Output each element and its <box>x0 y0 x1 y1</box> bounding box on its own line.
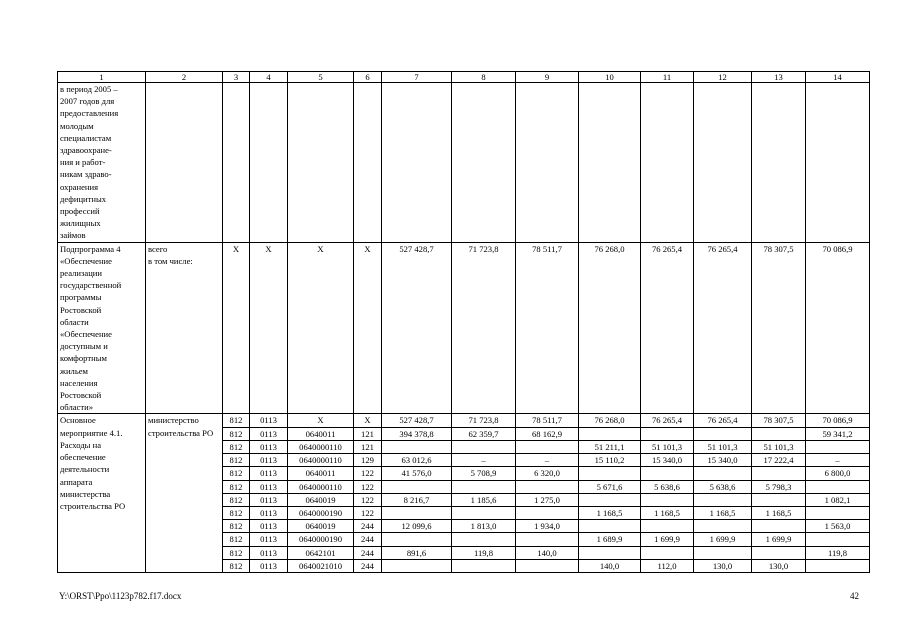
cell-code: 0113 <box>250 480 288 493</box>
cell-value: 527 428,7 <box>382 414 452 427</box>
column-number-row <box>58 72 870 83</box>
column-number: 14 <box>806 72 870 83</box>
cell-value: 5 798,3 <box>752 480 806 493</box>
cell-code: 812 <box>223 520 250 533</box>
cell-value: 71 723,8 <box>452 242 516 414</box>
cell-value: 51 101,3 <box>641 440 694 453</box>
cell-value: 130,0 <box>752 559 806 572</box>
cell-value: 112,0 <box>641 559 694 572</box>
cell-value <box>382 506 452 519</box>
cell-code: 0640000190 <box>288 533 354 546</box>
cell-code: Х <box>354 414 382 427</box>
cell-value <box>641 546 694 559</box>
cell-value <box>806 533 870 546</box>
column-number: 9 <box>516 72 579 83</box>
cell-code: 812 <box>223 454 250 467</box>
cell-value: 76 268,0 <box>579 414 641 427</box>
cell-code: 0640000110 <box>288 480 354 493</box>
cell-code: 121 <box>354 427 382 440</box>
cell-code: 0113 <box>250 440 288 453</box>
cell-code: 812 <box>223 559 250 572</box>
cell-value: 1 185,6 <box>452 493 516 506</box>
cell-code: 0113 <box>250 467 288 480</box>
cell-value: 5 638,6 <box>694 480 752 493</box>
cell-value: 15 340,0 <box>694 454 752 467</box>
table-row <box>58 414 870 427</box>
cell-value: – <box>516 454 579 467</box>
cell-code: 122 <box>354 506 382 519</box>
cell-value: 76 265,4 <box>641 242 694 414</box>
cell-value: 527 428,7 <box>382 242 452 414</box>
cell-code: 0113 <box>250 493 288 506</box>
cell-value <box>452 480 516 493</box>
cell-code: 0640019 <box>288 520 354 533</box>
cell-code: Х <box>288 414 354 427</box>
cell-value: 17 222,4 <box>752 454 806 467</box>
cell-code: 812 <box>223 546 250 559</box>
file-path: Y:\ORST\Ppo\1123p782.f17.docx <box>59 591 182 601</box>
activity-title: Основное мероприятие 4.1. Расходы на обеспечение деятельности аппарата министерства строительства РО <box>58 414 146 572</box>
cell-code: 122 <box>354 467 382 480</box>
cell-code: 0640000110 <box>288 454 354 467</box>
cell-code: 0640011 <box>288 427 354 440</box>
column-number: 10 <box>579 72 641 83</box>
cell-value <box>579 427 641 440</box>
executor-name: министерство строительства РО <box>146 414 223 572</box>
cell-value: 1 689,9 <box>579 533 641 546</box>
cell-value: 51 101,3 <box>694 440 752 453</box>
cell-vr: Х <box>354 242 382 414</box>
cell-code: 0113 <box>250 454 288 467</box>
cell-value <box>516 506 579 519</box>
cell-code: 0113 <box>250 506 288 519</box>
cell-code: 812 <box>223 493 250 506</box>
cell-value: 1 168,5 <box>579 506 641 519</box>
cell-value: 1 699,9 <box>641 533 694 546</box>
cell-value <box>382 480 452 493</box>
cell-code: 812 <box>223 467 250 480</box>
cell-value: 51 211,1 <box>579 440 641 453</box>
cell-value: 59 341,2 <box>806 427 870 440</box>
cell-value <box>694 546 752 559</box>
cell-code: 812 <box>223 427 250 440</box>
cell-value: 5 671,6 <box>579 480 641 493</box>
cell-value: 140,0 <box>516 546 579 559</box>
cell-value <box>752 467 806 480</box>
cell-value <box>641 493 694 506</box>
cell-code: 0640000190 <box>288 506 354 519</box>
cell-value <box>641 467 694 480</box>
cell-value <box>452 506 516 519</box>
cell-value <box>382 533 452 546</box>
cell-value <box>452 559 516 572</box>
cell-value: 6 320,0 <box>516 467 579 480</box>
cell-value: 1 168,5 <box>752 506 806 519</box>
cell-code: 244 <box>354 533 382 546</box>
cell-code: 122 <box>354 480 382 493</box>
cell-value <box>694 427 752 440</box>
cell-code: 812 <box>223 480 250 493</box>
column-number: 7 <box>382 72 452 83</box>
cell-value <box>752 427 806 440</box>
cell-value <box>752 546 806 559</box>
column-number: 4 <box>250 72 288 83</box>
cell-code: 0113 <box>250 427 288 440</box>
cell-code: 129 <box>354 454 382 467</box>
cell-value: 78 307,5 <box>752 414 806 427</box>
cell-value: 130,0 <box>694 559 752 572</box>
cell-code: 0113 <box>250 520 288 533</box>
cell-code: 244 <box>354 546 382 559</box>
cell-value: 1 168,5 <box>694 506 752 519</box>
column-number: 2 <box>146 72 223 83</box>
cell-code: 812 <box>223 506 250 519</box>
column-number: 1 <box>58 72 146 83</box>
cell-value: 63 012,6 <box>382 454 452 467</box>
cell-rzpr: Х <box>250 242 288 414</box>
cell-value: 78 307,5 <box>752 242 806 414</box>
cell-code: 0113 <box>250 414 288 427</box>
cell-code: 0113 <box>250 533 288 546</box>
cell-code: 0640019 <box>288 493 354 506</box>
cell-value <box>516 480 579 493</box>
cell-value: 76 265,4 <box>694 242 752 414</box>
cell-value <box>579 520 641 533</box>
cell-value <box>516 533 579 546</box>
cell-code: 0640000110 <box>288 440 354 453</box>
column-number: 8 <box>452 72 516 83</box>
cell-value: 8 216,7 <box>382 493 452 506</box>
cell-value <box>516 440 579 453</box>
column-number: 6 <box>354 72 382 83</box>
cell-code: 0640011 <box>288 467 354 480</box>
row-description: в период 2005 – 2007 годов для предоставления молодым специалистам здравоохране- ния и работ- никам здраво- охранения дефицитных профессий жилищных займов <box>58 83 146 243</box>
cell-value <box>452 440 516 453</box>
cell-value <box>752 520 806 533</box>
cell-code: 0642101 <box>288 546 354 559</box>
cell-code: 0113 <box>250 546 288 559</box>
cell-value <box>806 440 870 453</box>
cell-value: 119,8 <box>452 546 516 559</box>
column-number: 13 <box>752 72 806 83</box>
cell-value <box>694 467 752 480</box>
cell-value <box>452 533 516 546</box>
cell-value: 78 511,7 <box>516 242 579 414</box>
cell-value: 119,8 <box>806 546 870 559</box>
column-number: 12 <box>694 72 752 83</box>
cell-value <box>516 559 579 572</box>
cell-value: 1 275,0 <box>516 493 579 506</box>
cell-value: 1 699,9 <box>694 533 752 546</box>
column-number: 3 <box>223 72 250 83</box>
cell-value: 76 265,4 <box>694 414 752 427</box>
table-row-subprogram-4 <box>58 242 870 414</box>
cell-value: 1 563,0 <box>806 520 870 533</box>
cell-csr: Х <box>288 242 354 414</box>
cell-code: 244 <box>354 520 382 533</box>
cell-value: – <box>452 454 516 467</box>
subprogram-title: Подпрограмма 4 «Обеспечение реализации государственной программы Ростовской области «Обеспечение доступным и комфортным жильем населения Ростовской области» <box>58 242 146 414</box>
cell-value: 70 086,9 <box>806 414 870 427</box>
column-number: 5 <box>288 72 354 83</box>
table-row-housing-loans <box>58 83 870 243</box>
cell-code: 121 <box>354 440 382 453</box>
cell-value <box>806 480 870 493</box>
cell-code: 0113 <box>250 559 288 572</box>
cell-value: 15 110,2 <box>579 454 641 467</box>
cell-code: 812 <box>223 533 250 546</box>
cell-value: 6 800,0 <box>806 467 870 480</box>
cell-value: 62 359,7 <box>452 427 516 440</box>
cell-value: 41 576,0 <box>382 467 452 480</box>
cell-value: 1 813,0 <box>452 520 516 533</box>
cell-value <box>806 559 870 572</box>
cell-value: 76 265,4 <box>641 414 694 427</box>
cell-value: 5 638,6 <box>641 480 694 493</box>
cell-code: 244 <box>354 559 382 572</box>
cell-value: 51 101,3 <box>752 440 806 453</box>
cell-value: 394 378,8 <box>382 427 452 440</box>
cell-value <box>579 493 641 506</box>
cell-value: 891,6 <box>382 546 452 559</box>
cell-value <box>694 520 752 533</box>
cell-code: 0640021010 <box>288 559 354 572</box>
cell-value: – <box>806 454 870 467</box>
cell-value: 70 086,9 <box>806 242 870 414</box>
cell-value <box>382 559 452 572</box>
cell-value: 68 162,9 <box>516 427 579 440</box>
page-number: 42 <box>850 591 859 601</box>
cell-value <box>579 546 641 559</box>
cell-value: 1 699,9 <box>752 533 806 546</box>
cell-code: 812 <box>223 414 250 427</box>
budget-table <box>57 71 870 573</box>
total-label: всего в том числе: <box>146 242 223 414</box>
cell-value <box>806 506 870 519</box>
cell-value: 76 268,0 <box>579 242 641 414</box>
cell-value: 5 708,9 <box>452 467 516 480</box>
cell-grbs: Х <box>223 242 250 414</box>
cell-value: 71 723,8 <box>452 414 516 427</box>
cell-value <box>579 467 641 480</box>
cell-value <box>694 493 752 506</box>
cell-value <box>752 493 806 506</box>
cell-value: 15 340,0 <box>641 454 694 467</box>
cell-value: 1 934,0 <box>516 520 579 533</box>
cell-value: 12 099,6 <box>382 520 452 533</box>
cell-value: 140,0 <box>579 559 641 572</box>
cell-code: 812 <box>223 440 250 453</box>
column-number: 11 <box>641 72 694 83</box>
cell-value: 1 168,5 <box>641 506 694 519</box>
cell-code: 122 <box>354 493 382 506</box>
cell-value <box>641 520 694 533</box>
cell-value <box>641 427 694 440</box>
cell-value: 78 511,7 <box>516 414 579 427</box>
cell-value: 1 082,1 <box>806 493 870 506</box>
cell-value <box>382 440 452 453</box>
